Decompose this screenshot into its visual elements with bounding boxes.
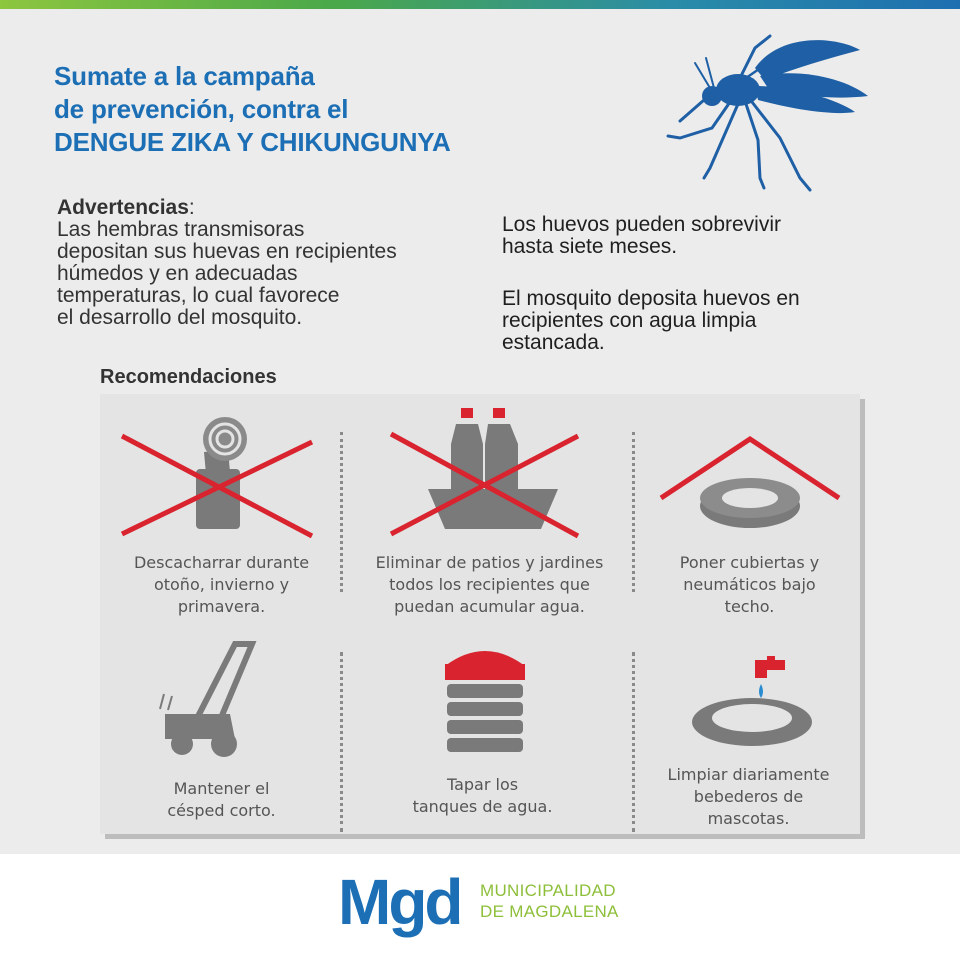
footer-municipality-name: MUNICIPALIDAD DE MAGDALENA [480, 881, 619, 921]
recommendation-caption: Tapar los tanques de agua. [412, 775, 553, 816]
fact-eggs-survive: Los huevos pueden sobrevivir hasta siete meses. [502, 213, 782, 258]
pet-bowl-icon [607, 614, 860, 774]
warnings-body: Las hembras transmisoras depositan sus huevas en recipientes húmedos y en adecuadas temperaturas, lo cual favorece el desarrollo del mosquito. [57, 218, 397, 329]
warnings-heading: Advertencias [57, 196, 189, 219]
title-line-1: Sumate a la campaña [54, 61, 315, 91]
top-gradient-bar [0, 0, 960, 9]
page-title [54, 60, 451, 159]
recommendations-heading: Recomendaciones [100, 366, 277, 388]
recommendation-caption: Eliminar de patios y jardines todos los recipientes que puedan acumular agua. [375, 553, 604, 616]
water-tank-icon [353, 614, 606, 774]
descacharrar-icon [100, 394, 353, 544]
recommendation-item [607, 394, 860, 614]
recommendation-caption: Poner cubiertas y neumáticos bajo techo. [679, 553, 820, 616]
recommendation-caption: Descacharrar durante otoño, invierno y primavera. [133, 553, 310, 616]
lawnmower-icon [100, 614, 353, 774]
bottles-basin-icon [353, 394, 606, 544]
recommendation-caption: Limpiar diariamente bebederos de mascotas. [667, 765, 830, 828]
recommendation-item [100, 394, 353, 614]
recommendations-card [100, 394, 860, 834]
warnings-block: Advertencias: Las hembras transmisoras depositan sus huevas en recipientes húmedos y en adecuadas temperaturas, lo cual favorece el desarrollo del mosquito. [57, 196, 397, 329]
mosquito-icon [660, 28, 880, 198]
recommendation-caption: Mantener el césped corto. [167, 779, 276, 820]
recommendation-item [607, 614, 860, 834]
title-line-2: de prevención, contra el [54, 94, 349, 124]
recommendation-item [100, 614, 353, 834]
tire-roof-icon [607, 394, 860, 544]
title-line-3: DENGUE ZIKA Y CHIKUNGUNYA [54, 127, 451, 157]
recommendation-item [353, 394, 606, 614]
recommendation-item [353, 614, 606, 834]
fact-mosquito-deposits: El mosquito deposita huevos en recipientes con agua limpia estancada. [502, 287, 800, 354]
footer-logo: Mgd [338, 866, 461, 938]
